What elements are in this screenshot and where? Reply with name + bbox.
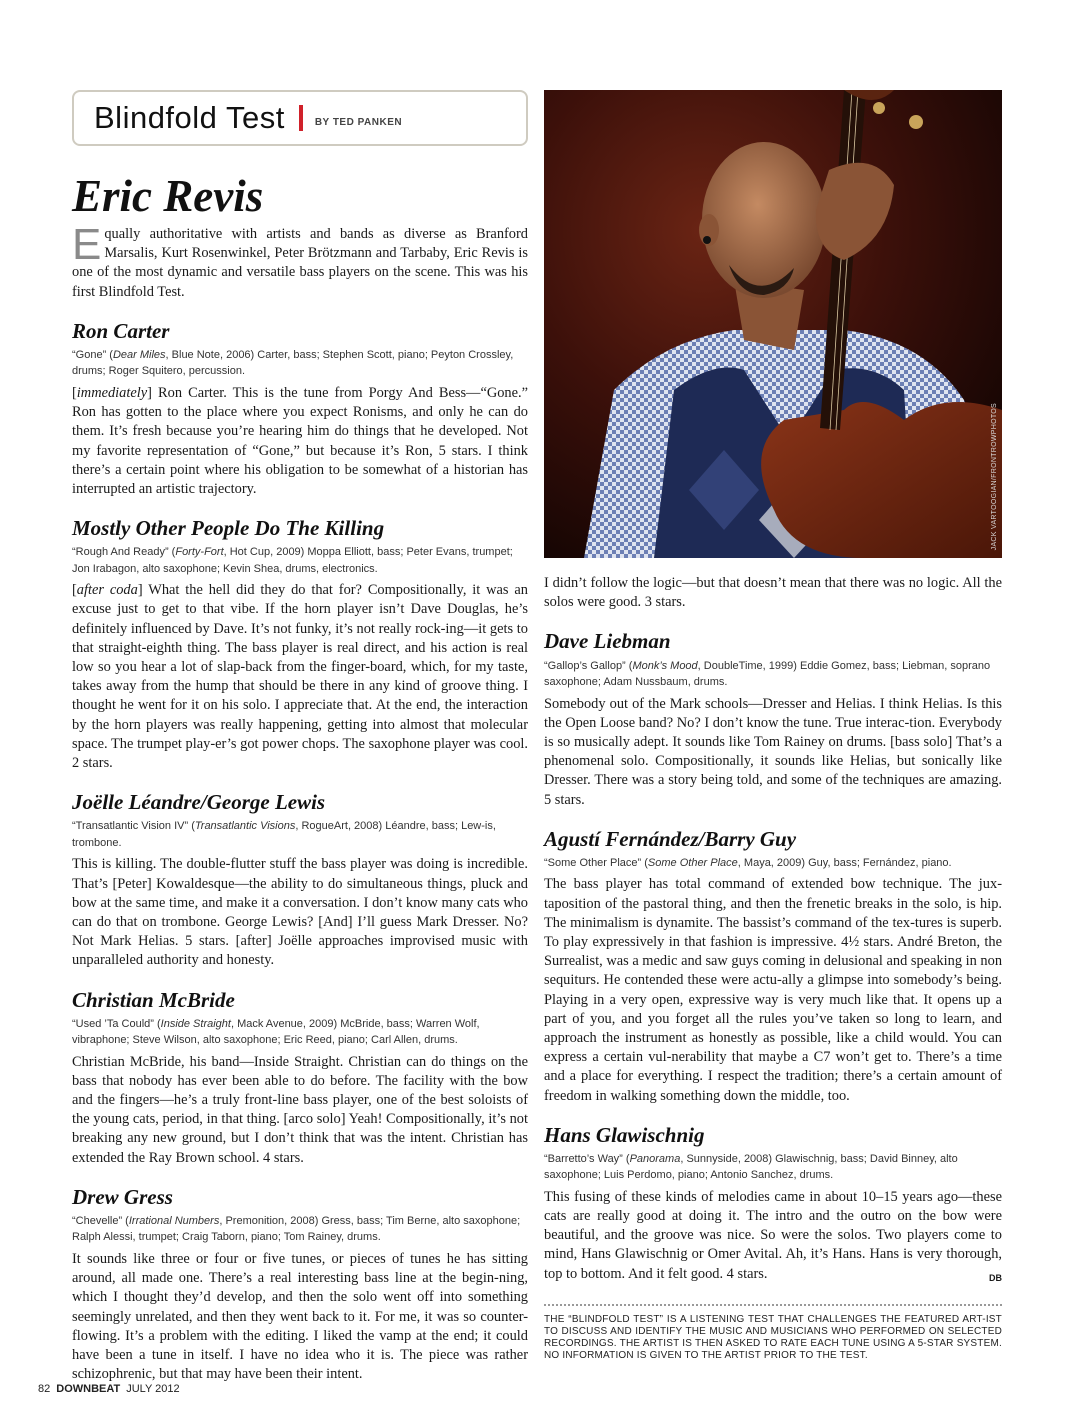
intro-text: qually authoritative with artists and bands as diverse as Branford Marsalis, Kurt Rosenwinkel, Peter Brötzmann and Tarbaby, Eric Revis is one of the most dynamic and versatile bass players on the scene. This was his first Blindfold Test. [72,226,528,300]
artist-photo [544,90,1002,558]
review-text: It sounds like three or four or five tunes, or pieces of tunes he has sitting around, all made one. There’s a real interesting bass line at the begin-ning, which I thought they’d develop, and then the solo went off into something seemingly unrelated, and then they went back to it. For me, it was so counter-flowing. It’s a problem with the editing. I liked the vamp at the end; it could have been a tune in itself. I have no idea who it is. The piece was rather schizophrenic, but that may have been their intent. [72,1250,528,1383]
section-title: Agustí Fernández/Barry Guy [544,826,797,851]
page-folio [38,1383,180,1395]
track-credit: “Rough And Ready” (Forty-Fort, Hot Cup, 2009) Moppa Elliott, bass; Peter Evans, trumpet; Jon Irabagon, alto saxophone; Kevin Shea, drums, electronics. [72,546,513,575]
right-column [544,90,1002,1362]
photo-credit: JACK VARTOOGIAN/FRONTROWPHOTOS [991,402,998,550]
track-credit: “Gone” (Dear Miles, Blue Note, 2006) Carter, bass; Stephen Scott, piano; Peyton Crossley, drums; Roger Squitero, percussion. [72,348,514,378]
header-divider [299,105,303,131]
review-text: This is killing. The double-flutter stuff the bass player was doing is incredible. That’s [Peter] Kowaldesque—the ability to do simultaneous things, pluck and bow at the same time, and make it a conversation. I don’t know many cats who can do that on trombone. George Lewis? [And] I’ll guess Mark Dresser. No? Not Mark Helias. 5 stars. [after] Joëlle approaches improvised music with unparalleled authority and honesty. [72,856,528,969]
section-title: Dave Liebman [544,629,671,654]
track-credit: “Used ’Ta Could” (Inside Straight, Mack Avenue, 2009) McBride, bass; Warren Wolf, vibraphone; Steve Wilson, alto saxophone; Eric Reed, piano; Carl Allen, drums. [72,1017,480,1047]
department-header [72,90,528,146]
section-title: Christian McBride [72,987,235,1012]
left-column [72,90,528,1384]
review-text: Christian McBride, his band—Inside Straight. Christian can do things on the bass that nobody has ever been able to do before. The facility with the bow and the fingers—he’s a truly front-line bass player, one of the best soloists of the young cats, period, in that thing. [arco solo] Yeah! Compositionally, it’s not breaking any new ground, but I don’t think that was the intent. Christian has extended the Ray Brown school. 4 stars. [72,1053,528,1166]
bassist-illustration [544,90,1002,558]
review-text: Somebody out of the Mark schools—Dresser and Helias. I think Helias. Is this the Open Loose band? No? I don’t know the tune. True interac-tion. Everybody is so musically adept. It sounds like Tom Rainey on drums. [bass solo] That’s a phenomenal solo. Compositionally, it sounds like Helias, but sonically like Dresser. There was a story being told, and some of the techniques are amazing. 5 stars. [544,695,1002,808]
section-title: Ron Carter [72,318,170,343]
divider [544,1304,1002,1306]
review-section [544,1124,1002,1284]
review-text: The bass player has total command of extended bow technique. The jux-taposition of the pastoral thing, and then the frenetic breaks in the solo, is hip. The minimalism is dynamite. The bassist’s command of the tex-tures is superb. To play expressively in that fashion is impressive. 4½ stars. André Breton, the Surrealist, was a medic and saw guys coming in delusional and speaking in non sequiturs. He contended these were actu-ally a glimpse into somebody’s being. Playing in a very open, expressive way is very much like that. It opens up a part of you, and you forget all the rules you’ve taken so long to learn, and approach the instrument as honestly as possible, like a child would. You can express a certain vul-nerability that maybe a C7 won’t get to. There’s a time and a place for everything. I respect the tradition; there’s a certain amount of freedom in walking something down the middle, too. [544,876,1003,1104]
review-section [72,320,528,499]
review-section [72,1186,528,1385]
intro-paragraph [72,220,528,302]
issue-date: JULY 2012 [126,1383,180,1395]
magazine-name: DOWNBEAT [56,1383,121,1395]
track-credit: “Barretto’s Way” (Panorama, Sunnyside, 2008) Glawischnig, bass; David Binney, alto saxophone; Luis Perdomo, piano; Antonio Sanchez, drums. [544,1152,958,1182]
dropcap: E [72,220,102,269]
track-credit: “Some Other Place” (Some Other Place, Maya, 2009) Guy, bass; Fernández, piano. [544,856,952,869]
review-section [544,630,1002,809]
review-section [72,791,528,970]
artist-name: Eric Revis [72,171,264,221]
review-section [544,828,1002,1106]
continued-text: I didn’t follow the logic—but that doesn’t mean that there was no logic. All the solos were good. 3 stars. [544,575,1002,611]
review-section [72,989,528,1168]
review-text: [immediately] Ron Carter. This is the tune from Porgy And Bess—“Gone.” Ron has gotten to the place where you expect Ronisms, and only he can do them. It’s fresh because you’re hearing him do things that he developed. Not my favorite representation of “Gone,” but because it’s Ron, 5 stars. I think there’s a certain point where his obligation to be somewhat of a historian has interrupted an artistic trajectory. [72,384,528,497]
section-title: Drew Gress [72,1184,173,1209]
section-title: Joëlle Léandre/George Lewis [72,790,326,815]
db-signature: DB [989,1272,1002,1283]
section-title: Hans Glawischnig [544,1122,705,1147]
blindfold-test-note: THE “BLINDFOLD TEST” IS A LISTENING TEST THAT CHALLENGES THE FEATURED ART-IST TO DISCUSS AND IDENTIFY THE MUSIC AND MUSICIANS WHO PERFORMED ON SELECTED RECORDINGS. THE ARTIST IS THEN ASKED TO RATE EACH TUNE USING A 5-STAR SYSTEM. NO INFORMATION IS GIVEN TO THE ARTIST PRIOR TO THE TEST. [544,1313,1002,1361]
track-credit: “Transatlantic Vision IV” (Transatlantic Visions, RogueArt, 2008) Léandre, bass; Lew-is, trombone. [72,820,496,849]
review-section [72,517,528,773]
review-text: [after coda] What the hell did they do that for? Compositionally, it was an excuse just to get to that vibe. If the horn player isn’t Dave Douglas, he’s definitely influenced by Dave. It’s not funky, it’s not really rock-ing—it gets to that straight-eighth thing. The bass player is real direct, and his action is real low so you hear a lot of slap-back from the finger-board, which, for my taste, takes away from the hump that should be there in any kind of groove thing. I thought he went for it on his solo. I appreciate that. At the end, the interaction by the horn players was really happening, getting into almost that molecular space. The trumpet play-er’s got power chops. The saxophone player was cool. 2 stars. [72,582,528,772]
page-number: 82 [38,1383,51,1395]
track-credit: “Gallop’s Gallop” (Monk’s Mood, DoubleTime, 1999) Eddie Gomez, bass; Liebman, soprano saxophone; Adam Nussbaum, drums. [544,659,991,688]
section-title: Mostly Other People Do The Killing [72,516,385,541]
byline: BY TED PANKEN [314,116,403,128]
review-text: This fusing of these kinds of melodies came in about 10–15 years ago—these cats are really good at doing it. The intro and the outro on the bow were beautiful, and the groove was nice. So were the solos. Two players come to mind, Hans Glawischnig or Omer Avital. Ah, it’s Hans. Hans is very thorough, top to bottom. And it felt good. 4 stars. DB [544,1188,1002,1284]
track-credit: “Chevelle” (Irrational Numbers, Premonition, 2008) Gress, bass; Tim Berne, alto saxophone; Ralph Alessi, trumpet; Craig Taborn, piano; Tom Rainey, drums. [72,1214,521,1244]
department-title: Blindfold Test [94,100,285,135]
